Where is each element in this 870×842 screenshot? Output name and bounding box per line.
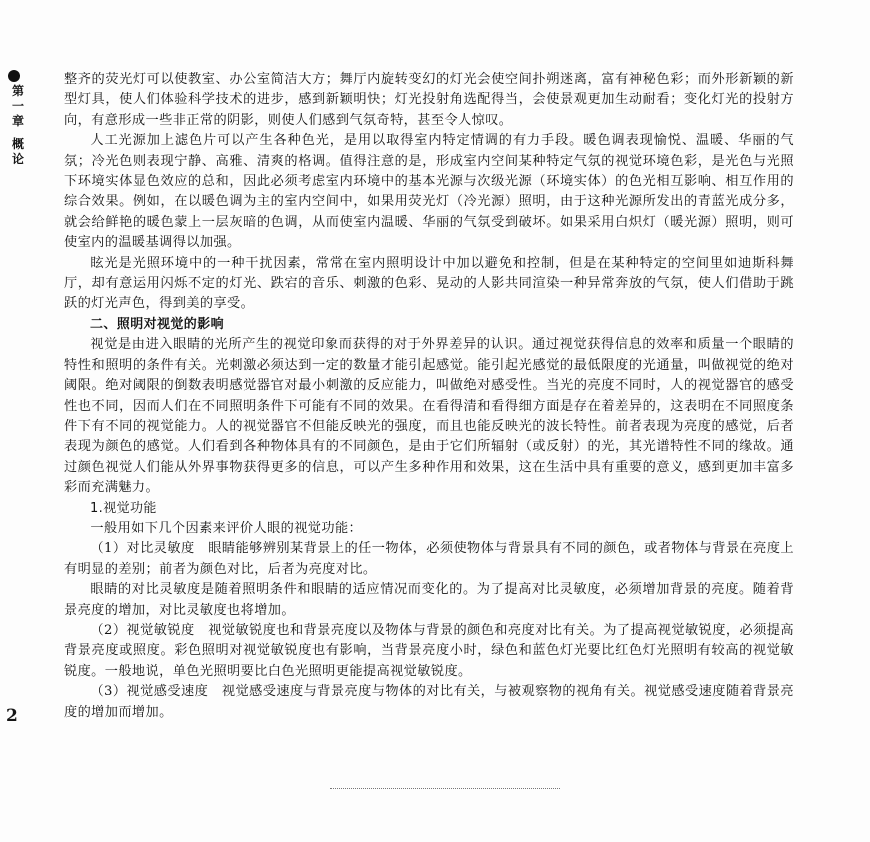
- paragraph: 眩光是光照环境中的一种干扰因素，常常在室内照明设计中加以避免和控制，但是在某种特定的空间里如迪斯科舞厅，却有意运用闪烁不定的灯光、跌宕的音乐、刺激的色彩、晃动的人影共同渲染一种异常奔放的气氛，使人们借助于跳跃的灯光声色，得到美的享受。: [64, 255, 794, 312]
- page-number: 2: [6, 706, 18, 726]
- paragraph: 一般用如下几个因素来评价人眼的视觉功能：: [90, 520, 363, 536]
- chapter-marker-dot: [8, 70, 20, 82]
- paragraph: 眼睛的对比灵敏度是随着照明条件和眼睛的适应情况而变化的。为了提高对比灵敏度，必须增加背景的亮度。随着背景亮度的增加，对比灵敏度也将增加。: [64, 582, 794, 618]
- chapter-char: 章: [11, 114, 24, 128]
- paragraph: （1）对比灵敏度 眼睛能够辨别某背景上的任一物体，必须使物体与背景具有不同的颜色，或者物体与背景在亮度上有明显的差别；前者为颜色对比，后者为亮度对比。: [64, 541, 794, 577]
- subsection-heading: 1.视觉功能: [90, 500, 157, 516]
- paragraph: （2）视觉敏锐度 视觉敏锐度也和背景亮度以及物体与背景的颜色和亮度对比有关。为了提高视觉敏锐度，必须提高背景亮度或照度。彩色照明对视觉敏锐度也有影响，当背景亮度小时，绿色和蓝色灯光要比红色灯光照明有较高的视觉敏锐度。一般地说，单色光照明要比白色光照明更能提高视觉敏锐度。: [64, 622, 794, 679]
- section-heading: 二、照明对视觉的影响: [90, 316, 225, 332]
- paragraph: 视觉是由进入眼睛的光所产生的视觉印象而获得的对于外界差异的认识。通过视觉获得信息的效率和质量一个眼睛的特性和照明的条件有关。光刺激必须达到一定的数量才能引起感觉。能引起光感觉的最低限度的光通量，叫做视觉的绝对阈限。绝对阈限的倒数表明感觉器官对最小刺激的反应能力，叫做绝对感受性。当光的亮度不同时，人的视觉器官的感受性也不同，因而人们在不同照明条件下可能有不同的效果。在看得清和看得细方面是存在着差异的，这表明在不同照度条件下有不同的视觉能力。人的视觉器官不但能反映光的强度，而且也能反映光的波长特性。前者表现为亮度的感觉，后者表现为颜色的感觉。人们看到各种物体具有的不同颜色，是由于它们所辐射（或反射）的光，其光谱特性不同的缘故。通过颜色视觉人们能从外界事物获得更多的信息，可以产生多种作用和效果，这在生活中具有重要的意义，感到更加丰富多彩而充满魅力。: [64, 337, 794, 496]
- paragraph: （3）视觉感受速度 视觉感受速度与背景亮度与物体的对比有关，与被观察物的视角有关。视觉感受速度随着背景亮度的增加而增加。: [64, 684, 794, 720]
- paragraph: 整齐的荧光灯可以使教室、办公室简洁大方；舞厅内旋转变幻的灯光会使空间扑朔迷离，富有神秘色彩；而外形新颖的新型灯具，使人们体验科学技术的进步，感到新颖明快；灯光投射角选配得当，会使景观更加生动耐看；变化灯光的投射方向，有意形成一些非正常的阴影，则使人们感到气氛奇特，甚至令人惊叹。: [64, 72, 794, 128]
- body-text: [64, 70, 794, 723]
- chapter-tab: [10, 84, 26, 167]
- chapter-char: 第: [11, 84, 24, 98]
- scan-specks: [330, 788, 560, 793]
- chapter-char: 论: [11, 152, 24, 166]
- chapter-char: 概: [11, 137, 24, 151]
- paragraph: 人工光源加上滤色片可以产生各种色光，是用以取得室内特定情调的有力手段。暖色调表现愉悦、温暖、华丽的气氛；冷光色则表现宁静、高雅、清爽的格调。值得注意的是，形成室内空间某种特定气氛的视觉环境色彩，是光色与光照下环境实体显色效应的总和，因此必须考虑室内环境中的基本光源与次级光源（环境实体）的色光相互影响、相互作用的综合效果。例如，在以暖色调为主的室内空间中，如果用荧光灯（冷光源）照明，由于这种光源所发出的青蓝光成分多，就会给鲜艳的暖色蒙上一层灰暗的色调，从而使室内温暖、华丽的气氛受到破坏。如果采用白炽灯（暖光源）照明，则可使室内的温暖基调得以加强。: [64, 133, 794, 251]
- chapter-char: 一: [11, 99, 24, 113]
